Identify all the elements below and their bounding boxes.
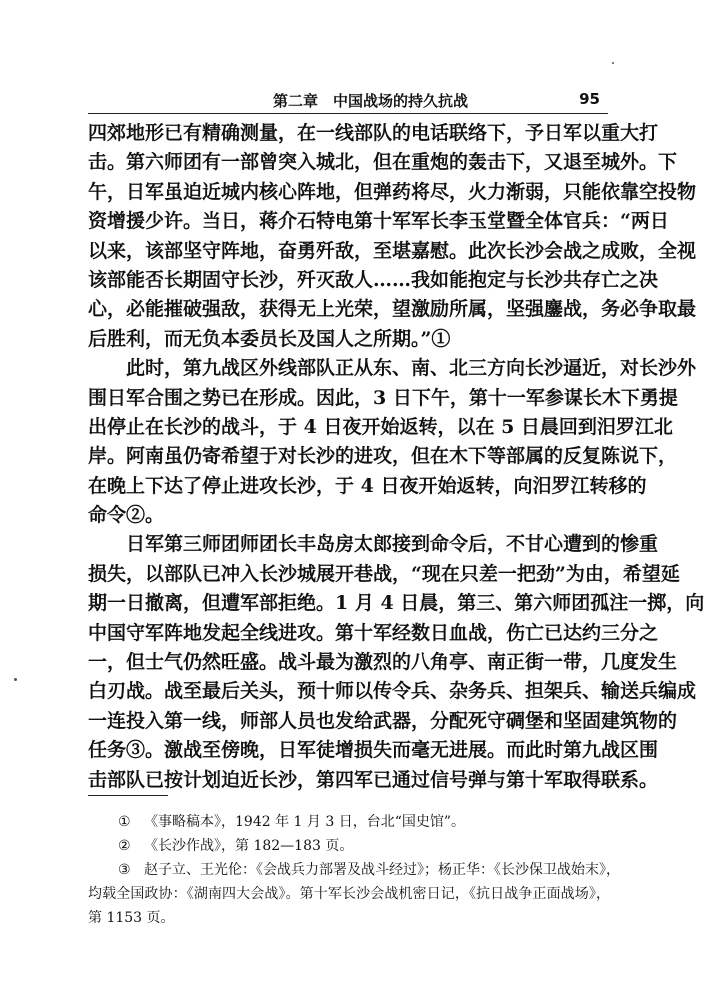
footnote-marker: ③ bbox=[118, 862, 131, 878]
footnote-3-continuation: 第 1153 页。 bbox=[88, 910, 175, 926]
header-rule bbox=[88, 113, 608, 114]
text-line: 此时，第九战区外线部队正从东、南、北三方向长沙逼近，对长沙外 bbox=[126, 357, 697, 380]
footnote-marker: ① bbox=[118, 814, 131, 830]
text-line: 后胜利，而无负本委员长及国人之所期。”① bbox=[88, 327, 451, 350]
page-number: 95 bbox=[579, 90, 600, 108]
footnote-rule bbox=[88, 795, 168, 796]
text-line: 出停止在长沙的战斗，于 4 日夜开始返转，以在 5 日晨回到汨罗江北 bbox=[88, 415, 673, 438]
text-line: 中国守军阵地发起全线进攻。第十军经数日血战，伤亡已达约三分之 bbox=[88, 621, 659, 644]
text-line: 一连投入第一线，师部人员也发给武器，分配死守碉堡和坚固建筑物的 bbox=[88, 709, 678, 732]
text-line: 在晚上下达了停止进攻长沙，于 4 日夜开始返转，向汨罗江转移的 bbox=[88, 474, 647, 497]
text-line: 命令②。 bbox=[88, 504, 165, 527]
text-line: 四郊地形已有精确测量，在一线部队的电话联络下，予日军以重大打 bbox=[88, 122, 659, 144]
text-line: 午，日军虽迫近城内核心阵地，但弹药将尽，火力渐弱，只能依靠空投物 bbox=[88, 180, 697, 203]
text-line: 资增援少许。当日，蒋介石特电第十军军长李玉堂暨全体官兵：“两日 bbox=[88, 210, 669, 233]
footnote-text: 《事略稿本》，1942 年 1 月 3 日，台北“国史馆”。 bbox=[144, 814, 466, 830]
text-line: 白刃战。战至最后关头，预十师以传令兵、杂务兵、担架兵、输送兵编成 bbox=[88, 680, 697, 703]
footnote-2 bbox=[88, 834, 610, 858]
footnote-1 bbox=[88, 810, 610, 834]
text-line: 以来，该部坚守阵地，奋勇歼敌，至堪嘉慰。此次长沙会战之成败，全视 bbox=[88, 239, 697, 262]
footnotes bbox=[88, 810, 620, 930]
chapter-title: 第二章 中国战场的持久抗战 bbox=[273, 92, 469, 110]
running-header bbox=[88, 90, 608, 112]
body-text bbox=[88, 119, 704, 795]
footnote-text: 赵子立、王光伦：《会战兵力部署及战斗经过》；杨正华：《长沙保卫战始末》， bbox=[144, 862, 620, 878]
text-line: 损失，以部队已冲入长沙城展开巷战，“现在只差一把劲”为由，希望延 bbox=[88, 562, 680, 585]
text-line: 任务③。激战至傍晚，日军徒增损失而毫无进展。而此时第九战区围 bbox=[88, 739, 659, 762]
footnote-marker: ② bbox=[118, 838, 131, 854]
footnote-3-continuation: 均载全国政协：《湖南四大会战》。第十军长沙会战机密日记，《抗日战争正面战场》， bbox=[88, 886, 610, 902]
text-line: 该部能否长期固守长沙，歼灭敌人……我如能抱定与长沙共存亡之决 bbox=[88, 268, 659, 291]
text-line: 心，必能摧破强敌，获得无上光荣，望激励所属，坚强鏖战，务必争取最 bbox=[88, 298, 697, 321]
text-line: 围日军合围之势已在形成。因此，3 日下午，第十一军参谋长木下勇提 bbox=[88, 386, 678, 409]
text-line: 岸。阿南虽仍寄希望于对长沙的进攻，但在木下等部属的反复陈说下， bbox=[88, 445, 678, 468]
text-line: 日军第三师团师团长丰岛房太郎接到命令后，不甘心遭到的惨重 bbox=[126, 533, 659, 556]
scan-speck bbox=[14, 678, 17, 681]
text-line: 击。第六师团有一部曾突入城北，但在重炮的轰击下，又退至城外。下 bbox=[88, 151, 678, 174]
text-line: 一，但士气仍然旺盛。战斗最为激烈的八角亭、南正街一带，几度发生 bbox=[88, 651, 678, 674]
text-line: 期一日撤离，但遭军部拒绝。1 月 4 日晨，第三、第六师团孤注一掷，向 bbox=[88, 592, 704, 615]
footnote-text: 《长沙作战》，第 182—183 页。 bbox=[144, 838, 354, 854]
footnote-3 bbox=[88, 858, 620, 882]
scan-speck bbox=[612, 62, 614, 64]
text-line: 击部队已按计划迫近长沙，第四军已通过信号弹与第十军取得联系。 bbox=[88, 768, 659, 791]
